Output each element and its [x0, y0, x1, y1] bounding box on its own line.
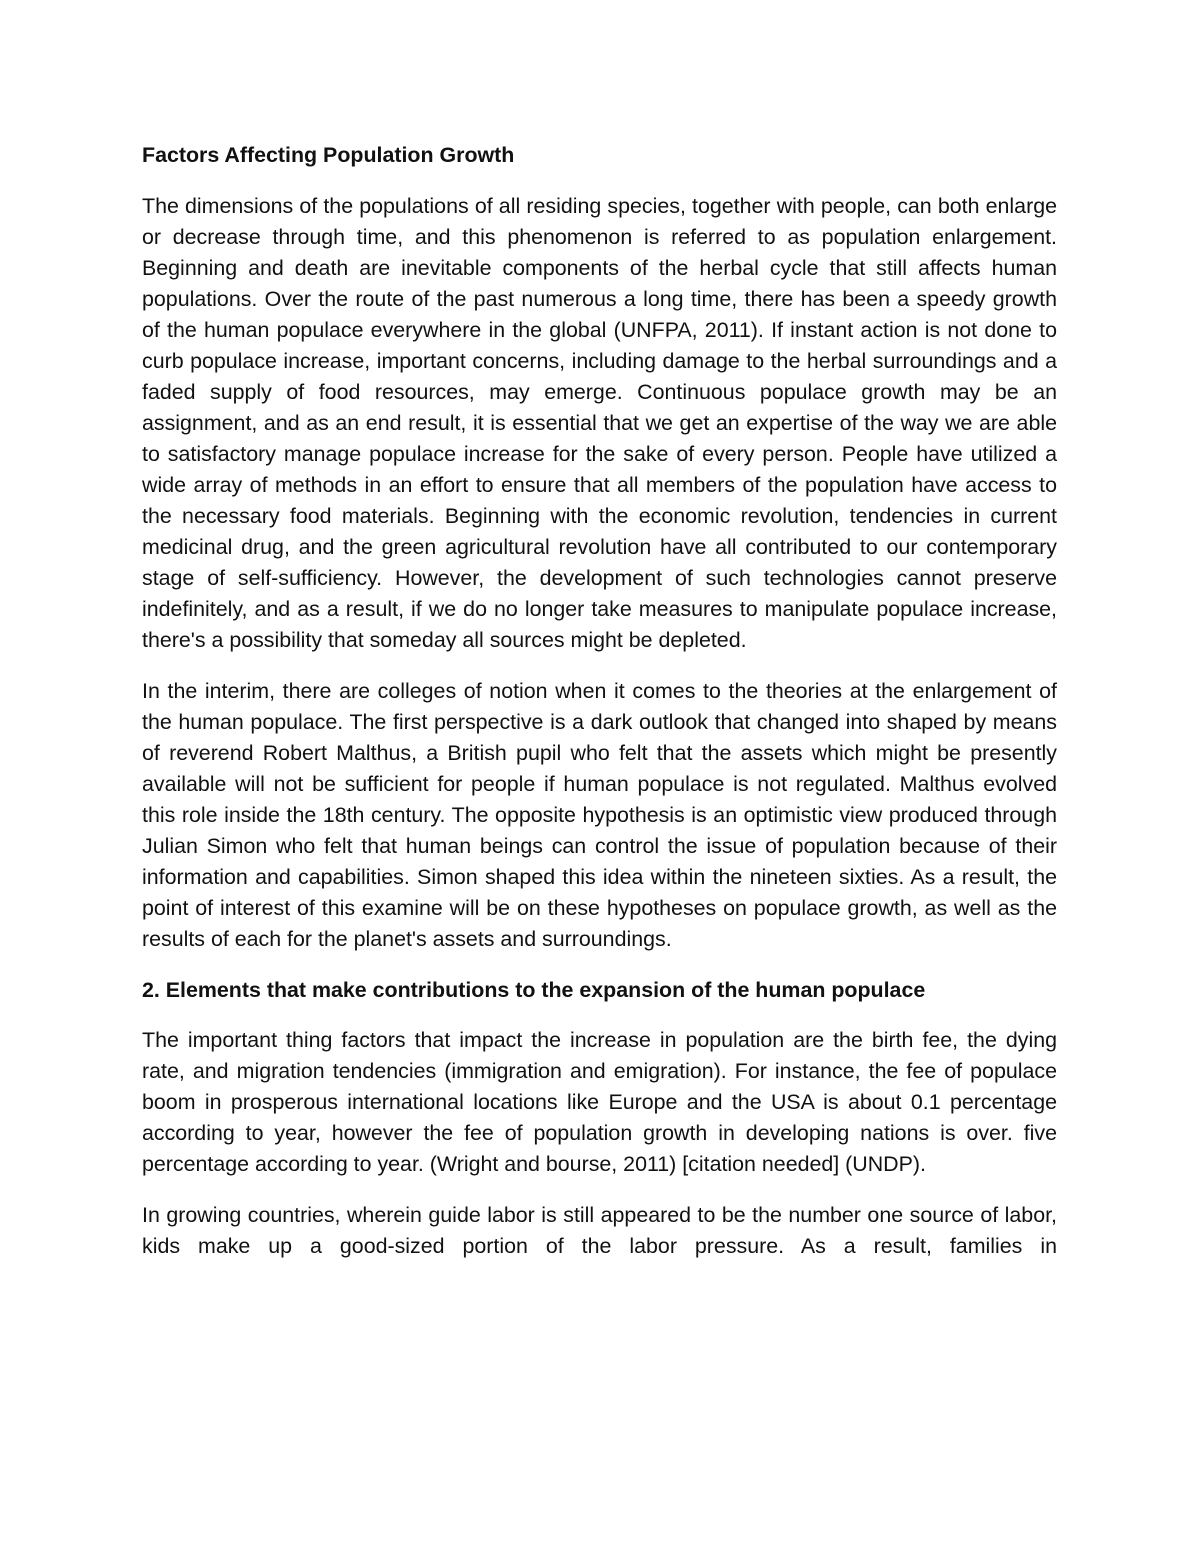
section-heading: 2. Elements that make contributions to the expansion of the human populace [142, 978, 926, 1002]
paragraph: In growing countries, wherein guide labor is still appeared to be the number one source of labor, kids make up a good-sized portion of the labor pressure. As a result, families in [142, 1203, 1057, 1258]
paragraph: In the interim, there are colleges of notion when it comes to the theories at the enlargement of the human populace. The first perspective is a dark outlook that changed into shaped by means of reverend Robert Malthus, a British pupil who felt that the assets which might be presently available will not be sufficient for people if human populace is not regulated. Malthus evolved this role inside the 18th century. The opposite hypothesis is an optimistic view produced through Julian Simon who felt that human beings can control the issue of population because of their information and capabilities. Simon shaped this idea within the nineteen sixties. As a result, the point of interest of this examine will be on these hypotheses on populace growth, as well as the results of each for the planet's assets and surroundings. [142, 679, 1057, 951]
document-title: Factors Affecting Population Growth [142, 143, 515, 167]
document-page [142, 140, 1057, 1262]
paragraph: The important thing factors that impact the increase in population are the birth fee, the dying rate, and migration tendencies (immigration and emigration). For instance, the fee of populace boom in prosperous international locations like Europe and the USA is about 0.1 percentage according to year, however the fee of population growth in developing nations is over. five percentage according to year. (Wright and bourse, 2011) [citation needed] (UNDP). [142, 1028, 1057, 1176]
paragraph: The dimensions of the populations of all residing species, together with people, can both enlarge or decrease through time, and this phenomenon is referred to as population enlargement. Beginning and death are inevitable components of the herbal cycle that still affects human populations. Over the route of the past numerous a long time, there has been a speedy growth of the human populace everywhere in the global (UNFPA, 2011). If instant action is not done to curb populace increase, important concerns, including damage to the herbal surroundings and a faded supply of food resources, may emerge. Continuous populace growth may be an assignment, and as an end result, it is essential that we get an expertise of the way we are able to satisfactory manage populace increase for the sake of every person. People have utilized a wide array of methods in an effort to ensure that all members of the population have access to the necessary food materials. Beginning with the economic revolution, tendencies in current medicinal drug, and the green agricultural revolution have all contributed to our contemporary stage of self-sufficiency. However, the development of such technologies cannot preserve indefinitely, and as a result, if we do no longer take measures to manipulate populace increase, there's a possibility that someday all sources might be depleted. [142, 194, 1057, 652]
